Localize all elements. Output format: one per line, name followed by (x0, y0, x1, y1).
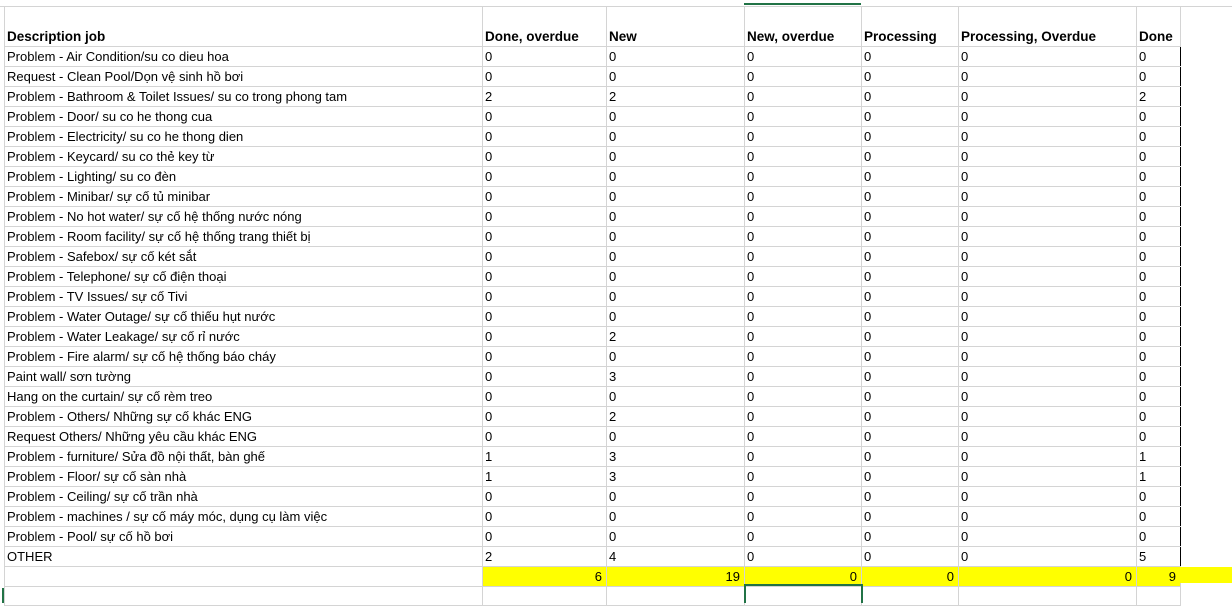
value-cell[interactable]: 0 (862, 427, 959, 447)
value-cell[interactable]: 0 (607, 527, 745, 547)
value-cell[interactable]: 5 (1137, 547, 1181, 567)
table-row (5, 407, 1181, 427)
value-cell[interactable]: 0 (1137, 167, 1181, 187)
description-cell[interactable]: Problem - Air Condition/su co dieu hoa (5, 47, 483, 67)
description-cell[interactable]: Problem - Bathroom & Toilet Issues/ su co trong phong tam (5, 87, 483, 107)
value-cell[interactable]: 0 (862, 527, 959, 547)
value-cell[interactable]: 0 (862, 87, 959, 107)
value-cell[interactable]: 0 (1137, 327, 1181, 347)
value-cell[interactable]: 0 (607, 287, 745, 307)
value-cell[interactable]: 0 (1137, 407, 1181, 427)
data-table (4, 6, 1181, 606)
value-cell[interactable]: 0 (483, 407, 607, 427)
table-row (5, 507, 1181, 527)
value-cell[interactable]: 0 (745, 487, 862, 507)
description-cell[interactable]: Problem - Water Leakage/ sự cố rỉ nước (5, 327, 483, 347)
value-cell[interactable]: 0 (745, 327, 862, 347)
value-cell[interactable]: 4 (607, 547, 745, 567)
value-cell[interactable]: 0 (607, 167, 745, 187)
description-cell[interactable]: Problem - TV Issues/ sự cố Tivi (5, 287, 483, 307)
value-cell[interactable]: 1 (483, 447, 607, 467)
value-cell[interactable]: 0 (745, 427, 862, 447)
value-cell[interactable]: 0 (745, 187, 862, 207)
value-cell[interactable]: 0 (959, 467, 1137, 487)
value-cell[interactable]: 0 (745, 307, 862, 327)
description-cell[interactable]: Problem - Pool/ sự cố hồ bơi (5, 527, 483, 547)
value-cell[interactable]: 0 (1137, 107, 1181, 127)
description-cell[interactable]: Problem - Keycard/ su co thẻ key từ (5, 147, 483, 167)
description-cell[interactable]: Problem - Others/ Những sự cố khác ENG (5, 407, 483, 427)
table-row (5, 327, 1181, 347)
description-cell[interactable]: Request Others/ Những yêu cầu khác ENG (5, 427, 483, 447)
totals-label-cell[interactable] (5, 567, 483, 587)
value-cell[interactable]: 2 (483, 87, 607, 107)
value-cell[interactable]: 0 (862, 247, 959, 267)
column-header-2[interactable]: New (607, 7, 745, 47)
value-cell[interactable]: 0 (959, 547, 1137, 567)
value-cell[interactable]: 0 (607, 347, 745, 367)
value-cell[interactable]: 0 (745, 547, 862, 567)
column-selection-indicator (744, 3, 861, 5)
table-row (5, 107, 1181, 127)
table-row (5, 247, 1181, 267)
description-cell[interactable]: Problem - Floor/ sự cố sàn nhà (5, 467, 483, 487)
description-cell[interactable]: Problem - Electricity/ su co he thong dien (5, 127, 483, 147)
value-cell[interactable]: 0 (1137, 127, 1181, 147)
table-row (5, 287, 1181, 307)
description-cell[interactable]: Problem - furniture/ Sửa đồ nội thất, bàn ghế (5, 447, 483, 467)
value-cell[interactable]: 0 (483, 187, 607, 207)
table-row (5, 467, 1181, 487)
description-cell[interactable]: Request - Clean Pool/Dọn vệ sinh hồ bơi (5, 67, 483, 87)
value-cell[interactable]: 0 (959, 387, 1137, 407)
active-cell-selection[interactable] (744, 584, 863, 603)
value-cell[interactable]: 0 (959, 487, 1137, 507)
value-cell[interactable]: 0 (959, 287, 1137, 307)
total-cell[interactable]: 6 (483, 567, 607, 587)
value-cell[interactable]: 0 (745, 367, 862, 387)
value-cell[interactable]: 0 (1137, 267, 1181, 287)
value-cell[interactable]: 0 (862, 147, 959, 167)
column-header-5[interactable]: Processing, Overdue (959, 7, 1137, 47)
value-cell[interactable]: 0 (607, 427, 745, 447)
value-cell[interactable]: 0 (483, 147, 607, 167)
table-row (5, 207, 1181, 227)
description-cell[interactable]: Problem - Room facility/ sự cố hệ thống trang thiết bị (5, 227, 483, 247)
value-cell[interactable]: 0 (959, 347, 1137, 367)
value-cell[interactable]: 0 (1137, 147, 1181, 167)
value-cell[interactable]: 0 (1137, 47, 1181, 67)
value-cell[interactable]: 0 (1137, 227, 1181, 247)
row-selection-indicator (2, 588, 4, 603)
value-cell[interactable]: 0 (745, 247, 862, 267)
description-cell[interactable]: Problem - Ceiling/ sự cố trần nhà (5, 487, 483, 507)
highlight-overflow (1180, 567, 1232, 583)
description-cell[interactable]: Problem - machines / sự cố máy móc, dụng cụ làm việc (5, 507, 483, 527)
column-header-0[interactable]: Description job (5, 7, 483, 47)
value-cell[interactable]: 0 (959, 127, 1137, 147)
header-row (5, 7, 1181, 47)
description-cell[interactable]: Paint wall/ sơn tường (5, 367, 483, 387)
value-cell[interactable]: 0 (483, 127, 607, 147)
value-cell[interactable]: 0 (745, 407, 862, 427)
value-cell[interactable]: 0 (745, 147, 862, 167)
value-cell[interactable]: 0 (1137, 247, 1181, 267)
value-cell[interactable]: 0 (862, 267, 959, 287)
value-cell[interactable]: 1 (483, 467, 607, 487)
value-cell[interactable]: 0 (745, 87, 862, 107)
value-cell[interactable]: 2 (607, 407, 745, 427)
value-cell[interactable]: 0 (607, 307, 745, 327)
value-cell[interactable]: 0 (862, 107, 959, 127)
value-cell[interactable]: 0 (862, 507, 959, 527)
table-row (5, 547, 1181, 567)
value-cell[interactable]: 0 (483, 207, 607, 227)
value-cell[interactable]: 0 (959, 67, 1137, 87)
value-cell[interactable]: 0 (959, 327, 1137, 347)
value-cell[interactable]: 0 (862, 387, 959, 407)
description-cell[interactable]: Problem - Safebox/ sự cố két sắt (5, 247, 483, 267)
value-cell[interactable]: 0 (745, 67, 862, 87)
value-cell[interactable]: 0 (483, 347, 607, 367)
description-cell[interactable]: Problem - Lighting/ su co đèn (5, 167, 483, 187)
value-cell[interactable]: 0 (745, 207, 862, 227)
value-cell[interactable]: 0 (862, 187, 959, 207)
value-cell[interactable]: 0 (862, 407, 959, 427)
value-cell[interactable]: 0 (1137, 207, 1181, 227)
value-cell[interactable]: 0 (862, 467, 959, 487)
value-cell[interactable]: 3 (607, 467, 745, 487)
value-cell[interactable]: 0 (745, 167, 862, 187)
value-cell[interactable]: 0 (862, 447, 959, 467)
value-cell[interactable]: 0 (959, 447, 1137, 467)
value-cell[interactable]: 3 (607, 367, 745, 387)
value-cell[interactable]: 2 (1137, 87, 1181, 107)
table-row (5, 187, 1181, 207)
value-cell[interactable]: 0 (607, 247, 745, 267)
value-cell[interactable]: 0 (607, 127, 745, 147)
value-cell[interactable]: 0 (959, 227, 1137, 247)
value-cell[interactable]: 0 (862, 307, 959, 327)
description-cell[interactable]: Problem - Water Outage/ sự cố thiếu hụt nước (5, 307, 483, 327)
value-cell[interactable]: 0 (862, 487, 959, 507)
value-cell[interactable]: 0 (862, 347, 959, 367)
value-cell[interactable]: 3 (607, 447, 745, 467)
value-cell[interactable]: 0 (745, 447, 862, 467)
value-cell[interactable]: 0 (862, 287, 959, 307)
value-cell[interactable]: 0 (483, 427, 607, 447)
description-cell[interactable]: Problem - Minibar/ sự cố tủ minibar (5, 187, 483, 207)
value-cell[interactable]: 0 (862, 367, 959, 387)
value-cell[interactable]: 0 (483, 307, 607, 327)
value-cell[interactable]: 0 (745, 127, 862, 147)
value-cell[interactable]: 0 (959, 107, 1137, 127)
value-cell[interactable]: 0 (1137, 367, 1181, 387)
value-cell[interactable]: 0 (959, 247, 1137, 267)
value-cell[interactable]: 0 (862, 127, 959, 147)
value-cell[interactable]: 0 (959, 187, 1137, 207)
value-cell[interactable]: 0 (1137, 487, 1181, 507)
value-cell[interactable]: 0 (745, 347, 862, 367)
value-cell[interactable]: 0 (607, 147, 745, 167)
value-cell[interactable]: 0 (745, 227, 862, 247)
value-cell[interactable]: 0 (483, 67, 607, 87)
value-cell[interactable]: 0 (959, 87, 1137, 107)
value-cell[interactable]: 0 (862, 207, 959, 227)
value-cell[interactable]: 0 (862, 67, 959, 87)
value-cell[interactable]: 0 (959, 507, 1137, 527)
value-cell[interactable]: 0 (483, 367, 607, 387)
description-cell[interactable]: Problem - Door/ su co he thong cua (5, 107, 483, 127)
value-cell[interactable]: 0 (483, 327, 607, 347)
value-cell[interactable]: 0 (483, 287, 607, 307)
value-cell[interactable]: 0 (607, 187, 745, 207)
value-cell[interactable]: 0 (1137, 347, 1181, 367)
value-cell[interactable]: 0 (959, 47, 1137, 67)
description-cell[interactable]: Problem - Telephone/ sự cố điện thoại (5, 267, 483, 287)
value-cell[interactable]: 0 (607, 507, 745, 527)
value-cell[interactable]: 0 (745, 387, 862, 407)
value-cell[interactable]: 2 (607, 327, 745, 347)
table-row (5, 87, 1181, 107)
value-cell[interactable]: 0 (607, 387, 745, 407)
value-cell[interactable]: 0 (745, 287, 862, 307)
value-cell[interactable]: 0 (1137, 307, 1181, 327)
total-cell[interactable]: 19 (607, 567, 745, 587)
value-cell[interactable]: 0 (483, 267, 607, 287)
table-row (5, 387, 1181, 407)
value-cell[interactable]: 0 (959, 267, 1137, 287)
value-cell[interactable]: 0 (483, 527, 607, 547)
value-cell[interactable]: 0 (959, 407, 1137, 427)
value-cell[interactable]: 0 (1137, 187, 1181, 207)
total-cell[interactable]: 0 (862, 567, 959, 587)
value-cell[interactable]: 1 (1137, 447, 1181, 467)
column-header-3[interactable]: New, overdue (745, 7, 862, 47)
description-cell[interactable]: Problem - Fire alarm/ sự cố hệ thống báo cháy (5, 347, 483, 367)
value-cell[interactable]: 0 (483, 107, 607, 127)
value-cell[interactable]: 2 (483, 547, 607, 567)
value-cell[interactable]: 0 (607, 267, 745, 287)
value-cell[interactable]: 0 (745, 267, 862, 287)
description-cell[interactable]: Problem - No hot water/ sự cố hệ thống nước nóng (5, 207, 483, 227)
table-row (5, 527, 1181, 547)
description-cell[interactable]: Hang on the curtain/ sự cố rèm treo (5, 387, 483, 407)
value-cell[interactable]: 0 (959, 207, 1137, 227)
table-row (5, 307, 1181, 327)
value-cell[interactable]: 0 (1137, 527, 1181, 547)
table-row (5, 447, 1181, 467)
value-cell[interactable]: 0 (745, 507, 862, 527)
value-cell[interactable]: 0 (607, 227, 745, 247)
value-cell[interactable]: 0 (862, 167, 959, 187)
value-cell[interactable]: 0 (483, 47, 607, 67)
value-cell[interactable]: 0 (1137, 287, 1181, 307)
value-cell[interactable]: 0 (607, 47, 745, 67)
value-cell[interactable]: 0 (862, 327, 959, 347)
value-cell[interactable]: 0 (745, 107, 862, 127)
value-cell[interactable]: 0 (607, 67, 745, 87)
total-cell[interactable]: 0 (745, 567, 862, 587)
table-row (5, 167, 1181, 187)
column-header-1[interactable]: Done, overdue (483, 7, 607, 47)
description-cell[interactable]: OTHER (5, 547, 483, 567)
value-cell[interactable]: 0 (745, 467, 862, 487)
value-cell[interactable]: 0 (607, 107, 745, 127)
value-cell[interactable]: 0 (483, 387, 607, 407)
value-cell[interactable]: 0 (959, 367, 1137, 387)
value-cell[interactable]: 0 (862, 227, 959, 247)
table-row (5, 147, 1181, 167)
value-cell[interactable]: 0 (607, 487, 745, 507)
table-row (5, 127, 1181, 147)
value-cell[interactable]: 0 (1137, 67, 1181, 87)
total-cell[interactable]: 0 (959, 567, 1137, 587)
value-cell[interactable]: 0 (1137, 427, 1181, 447)
table-row (5, 67, 1181, 87)
table-row (5, 227, 1181, 247)
table-row (5, 47, 1181, 67)
value-cell[interactable]: 0 (483, 167, 607, 187)
total-cell[interactable]: 9 (1137, 567, 1181, 587)
value-cell[interactable]: 0 (607, 207, 745, 227)
value-cell[interactable]: 0 (745, 527, 862, 547)
value-cell[interactable]: 0 (745, 47, 862, 67)
value-cell[interactable]: 0 (959, 167, 1137, 187)
table-row (5, 347, 1181, 367)
table-row (5, 267, 1181, 287)
value-cell[interactable]: 0 (483, 247, 607, 267)
value-cell[interactable]: 0 (959, 527, 1137, 547)
value-cell[interactable]: 0 (483, 507, 607, 527)
value-cell[interactable]: 2 (607, 87, 745, 107)
totals-row (5, 567, 1181, 587)
value-cell[interactable]: 0 (959, 307, 1137, 327)
value-cell[interactable]: 0 (959, 147, 1137, 167)
value-cell[interactable]: 0 (1137, 387, 1181, 407)
table-row (5, 427, 1181, 447)
table-row (5, 487, 1181, 507)
value-cell[interactable]: 1 (1137, 467, 1181, 487)
table-row (5, 367, 1181, 387)
value-cell[interactable]: 0 (862, 547, 959, 567)
value-cell[interactable]: 0 (483, 227, 607, 247)
value-cell[interactable]: 0 (483, 487, 607, 507)
value-cell[interactable]: 0 (959, 427, 1137, 447)
value-cell[interactable]: 0 (1137, 507, 1181, 527)
value-cell[interactable]: 0 (862, 47, 959, 67)
column-header-4[interactable]: Processing (862, 7, 959, 47)
column-header-6[interactable]: Done (1137, 7, 1181, 47)
